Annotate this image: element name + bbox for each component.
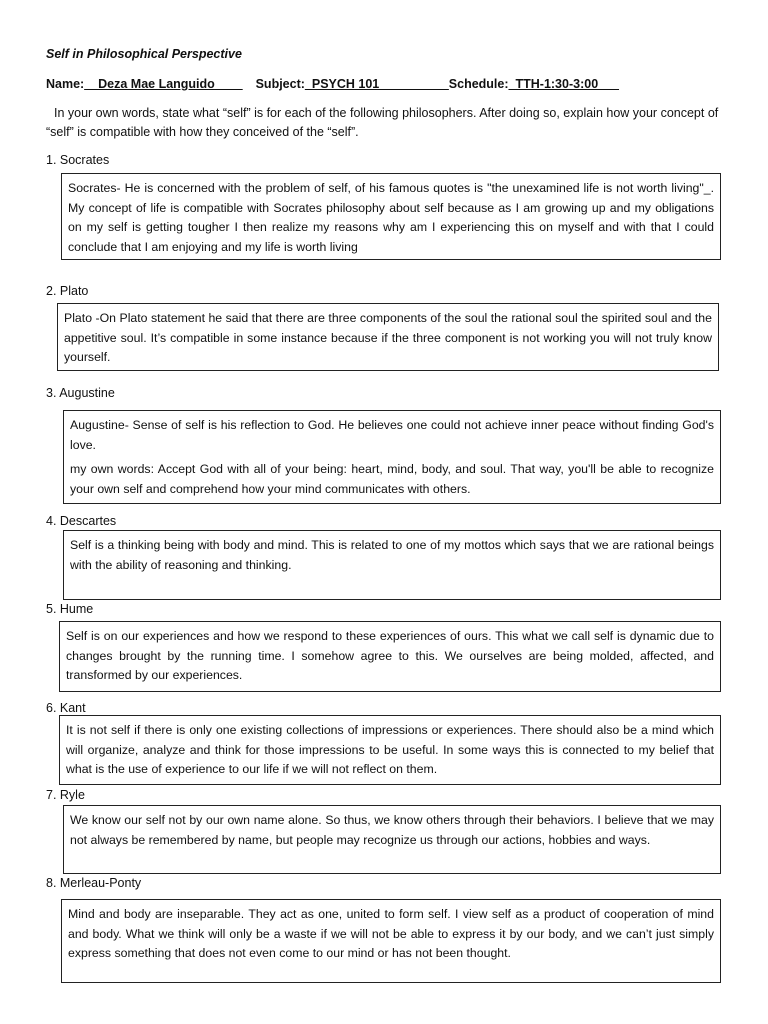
answer-text: my own words: Accept God with all of your being: heart, mind, body, and soul. That way, you'll be able to recognize your own self and comprehend how your mind communicates with others. [70, 462, 714, 496]
answer-text: Plato -On Plato statement he said that there are three components of the soul the rational soul the spirited soul and the appetitive soul. It’s compatible in some instance because if the three component is not working you will not truly know yourself. [64, 311, 712, 364]
answer-text: Self is on our experiences and how we respond to these experiences of ours. This what we call self is dynamic due to changes brought by the running time. I somehow agree to this. We ourselves are being molded, affected, and transformed by our experiences. [66, 629, 714, 682]
answer-box-ryle [63, 805, 721, 874]
subject-label: Subject: [255, 77, 305, 91]
subject-value: _PSYCH 101__________ [304, 77, 449, 91]
section-heading-ryle: 7. Ryle [46, 788, 85, 802]
answer-text: It is not self if there is only one existing collections of impressions or experiences. There should also be a mind which will organize, analyze and think for those impressions to be useful. In some ways this is connected to my belief that what is the use of experience to our life if we will not reflect on them. [66, 723, 714, 776]
section-heading-socrates: 1. Socrates [46, 153, 110, 167]
answer-box-merleau-ponty [61, 899, 721, 983]
answer-text: Augustine- Sense of self is his reflection to God. He believes one could not achieve inner peace without finding God's love. [70, 418, 714, 452]
section-heading-merleau-ponty: 8. Merleau-Ponty [46, 876, 142, 890]
section-heading-augustine: 3. Augustine [46, 386, 115, 400]
header-fields [46, 77, 619, 91]
schedule-value: _TTH-1:30-3:00___ [508, 77, 619, 91]
section-heading-descartes: 4. Descartes [46, 514, 117, 528]
section-heading-plato: 2. Plato [46, 284, 89, 298]
answer-text: Socrates- He is concerned with the problem of self, of his famous quotes is "the unexamined life is not worth living"_. My concept of life is compatible with Socrates philosophy about self because as I am growing up and my obligations on my self is getting tougher I then realize my reasons why am I experiencing this on myself and with that I could conclude that I am enjoying and my life is worth living [68, 181, 714, 254]
answer-text: We know our self not by our own name alone. So thus, we know others through their behaviors. I believe that we may not always be remembered by name, but people may recognize us through our actions, hobbies and ways. [70, 813, 714, 847]
name-value: __Deza Mae Languido____ [84, 77, 243, 91]
answer-box-plato [57, 303, 719, 371]
section-heading-kant: 6. Kant [46, 701, 86, 715]
answer-box-hume [59, 621, 721, 692]
answer-box-socrates [61, 173, 721, 260]
document-title: Self in Philosophical Perspective [46, 47, 242, 61]
answer-text: Mind and body are inseparable. They act as one, united to form self. I view self as a product of cooperation of mind and body. What we think will only be a waste if we will not be able to express it by our body, and we can’t just simply express something that does not even come to our mind or has not been thought. [68, 907, 714, 960]
answer-box-kant [59, 715, 721, 785]
name-label: Name: [46, 77, 85, 91]
answer-text: Self is a thinking being with body and mind. This is related to one of my mottos which says that we are rational beings with the ability of reasoning and thinking. [70, 538, 714, 572]
instructions: In your own words, state what “self” is for each of the following philosophers. After doing so, explain how your concept of “self” is compatible with how they conceived of the “self”. [46, 106, 719, 139]
section-heading-hume: 5. Hume [46, 602, 94, 616]
answer-box-augustine [63, 410, 721, 504]
schedule-label: Schedule: [448, 77, 509, 91]
answer-box-descartes [63, 530, 721, 600]
